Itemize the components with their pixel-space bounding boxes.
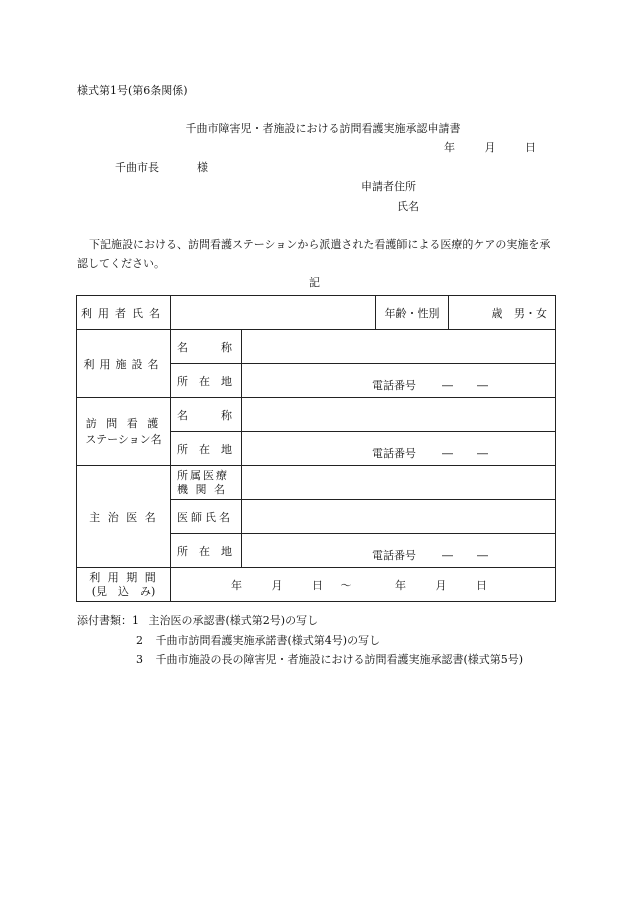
period-start-month: 月: [271, 578, 283, 592]
phone-label: 電話番号: [372, 549, 416, 562]
date-month: 月: [484, 141, 496, 154]
phone-dash: ―: [477, 549, 488, 562]
facility-address-sub-label: 所 在 地: [171, 364, 242, 398]
attachment-num-2: 2: [136, 634, 143, 647]
phone-label: 電話番号: [372, 379, 416, 392]
affiliation-line1: 所属医療: [177, 468, 229, 482]
facility-name-sub-label: 名 称: [171, 330, 242, 364]
period-start-day: 日: [312, 578, 323, 592]
period-label-line2: (見 込 み): [91, 584, 156, 598]
age-unit: 歳: [491, 306, 503, 320]
period-input[interactable]: [171, 568, 556, 602]
station-address-sub-label: 所 在 地: [171, 432, 242, 466]
doctor-phone: [372, 547, 488, 563]
doctor-label: 主 治 医 名: [77, 466, 171, 568]
request-body-text: 下記施設における、訪問看護ステーションから派遣された看護師による医療的ケアの実施を承認してください。: [77, 238, 551, 270]
application-form-table: [76, 295, 556, 602]
document-title: 千曲市障害児・者施設における訪問看護実施承認申請書: [185, 122, 461, 135]
attachment-text-2: 千曲市訪問看護実施承諾書(様式第4号)の写し: [155, 634, 381, 647]
facility-phone: [372, 377, 488, 393]
attachment-text-1: 主治医の承認書(様式第2号)の写し: [148, 614, 319, 627]
attachment-text-3: 千曲市施設の長の障害児・者施設における訪問看護実施承認書(様式第5号): [155, 653, 524, 666]
form-number: 様式第1号(第6条関係): [77, 84, 188, 97]
date-day: 日: [525, 141, 536, 154]
phone-dash: ―: [442, 379, 453, 392]
addressee-honorific: 様: [197, 161, 208, 174]
age-sex-label: 年齢・性別: [376, 296, 449, 330]
row-facility-name: [77, 330, 556, 364]
station-label-line2: ステーション名: [85, 432, 162, 446]
row-usage-period: [77, 568, 556, 602]
row-station-name: [77, 398, 556, 432]
doctor-address-input[interactable]: [242, 534, 556, 568]
addressee: [115, 161, 208, 175]
row-user-name: [77, 296, 556, 330]
affiliation-line2: 機 関 名: [177, 482, 227, 496]
phone-dash: ―: [442, 447, 453, 460]
date-year: 年: [444, 141, 455, 154]
row-doctor-affiliation: [77, 466, 556, 500]
facility-name-input[interactable]: [242, 330, 556, 364]
user-name-input[interactable]: [171, 296, 376, 330]
attachment-item-3: [136, 653, 523, 667]
station-phone: [372, 445, 488, 461]
applicant-address-label: 申請者住所: [361, 180, 416, 193]
doctor-name-input[interactable]: [242, 500, 556, 534]
period-tilde: ～: [340, 578, 352, 592]
period-end-month: 月: [435, 578, 447, 592]
period-label-line1: 利 用 期 間: [89, 570, 158, 584]
application-date: [444, 141, 536, 155]
station-label: [77, 398, 171, 466]
facility-label: 利用施設名: [77, 330, 171, 398]
attachment-item-2: [136, 634, 380, 648]
ki-marker: 記: [309, 276, 320, 289]
affiliation-input[interactable]: [242, 466, 556, 500]
attachment-item-1: [77, 614, 318, 628]
user-name-label: 利用者氏名: [77, 296, 171, 330]
period-end-year: 年: [395, 578, 406, 592]
phone-dash: ―: [477, 379, 488, 392]
phone-label: 電話番号: [372, 447, 416, 460]
doctor-address-sub-label: 所 在 地: [171, 534, 242, 568]
period-end-day: 日: [476, 578, 487, 592]
station-name-sub-label: 名 称: [171, 398, 242, 432]
affiliation-sub-label: [171, 466, 242, 500]
phone-dash: ―: [442, 549, 453, 562]
period-label: [77, 568, 171, 602]
applicant-name-label: 氏名: [397, 200, 419, 213]
station-label-line1: 訪 問 看 護: [85, 416, 162, 430]
addressee-name: 千曲市長: [115, 161, 159, 174]
phone-dash: ―: [477, 447, 488, 460]
attachments-label: 添付書類：1: [77, 614, 139, 627]
sex-options: 男・女: [514, 306, 547, 320]
period-start-year: 年: [231, 578, 242, 592]
station-name-input[interactable]: [242, 398, 556, 432]
facility-address-input[interactable]: [242, 364, 556, 398]
doctor-name-sub-label: 医師氏名: [171, 500, 242, 534]
age-sex-input[interactable]: [449, 296, 556, 330]
attachment-num-3: 3: [136, 653, 143, 666]
station-address-input[interactable]: [242, 432, 556, 466]
